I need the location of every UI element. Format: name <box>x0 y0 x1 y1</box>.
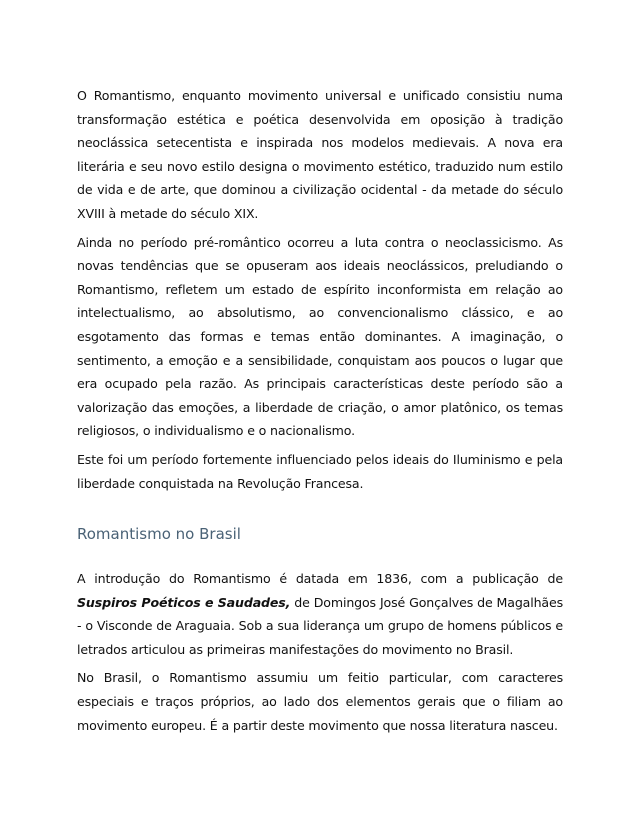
paragraph-romantismo-definition: O Romantismo, enquanto movimento universal e unificado consistiu numa transformação estética e poética desenvolvida em oposição à tradição neoclássica setecentista e inspirada nos modelos medievais. A nova era literária e seu novo estilo designa o movimento estético, traduzido num estilo de vida e de arte, que dominou a civilização ocidental - da metade do século XVIII à metade do século XIX. <box>77 88 563 221</box>
paragraph-pre-romantismo: Ainda no período pré-romântico ocorreu a luta contra o neoclassicismo. As novas tendências que se opuseram aos ideais neoclássicos, preludiando o Romantismo, refletem um estado de espírito inconformista em relação ao intelectualismo, ao absolutismo, ao convencionalismo clássico, e ao esgotamento das formas e temas então dominantes. A imaginação, o sentimento, a emoção e a sensibilidade, conquistam aos poucos o lugar que era ocupado pela razão. As principais características deste período são a valorização das emoções, a liberdade de criação, o amor platônico, os temas religiosos, o individualismo e o nacionalismo. <box>77 234 563 439</box>
section-heading: Romantismo no Brasil <box>77 525 241 544</box>
paragraph-introducao-brasil <box>77 567 563 661</box>
paragraph-romantismo-brasil: No Brasil, o Romantismo assumiu um feitio particular, com caracteres especiais e traços próprios, ao lado dos elementos gerais que o filiam ao movimento europeu. É a partir deste movimento que nossa literatura nasceu. <box>77 670 563 733</box>
paragraph-text-end: de Domingos José Gonçalves de Magalhães - o Visconde de Araguaia. Sob a sua liderança um grupo de homens públicos e letrados articulou as primeiras manifestações do movimento no Brasil. <box>77 594 564 657</box>
document-page <box>77 84 563 742</box>
paragraph-iluminismo: Este foi um período fortemente influenciado pelos ideais do Iluminismo e pela liberdade conquistada na Revolução Francesa. <box>77 451 563 491</box>
book-title: Suspiros Poéticos e Saudades, <box>77 594 291 610</box>
paragraph-text-start: A introdução do Romantismo é datada em 1836, com a publicação de <box>77 571 563 587</box>
